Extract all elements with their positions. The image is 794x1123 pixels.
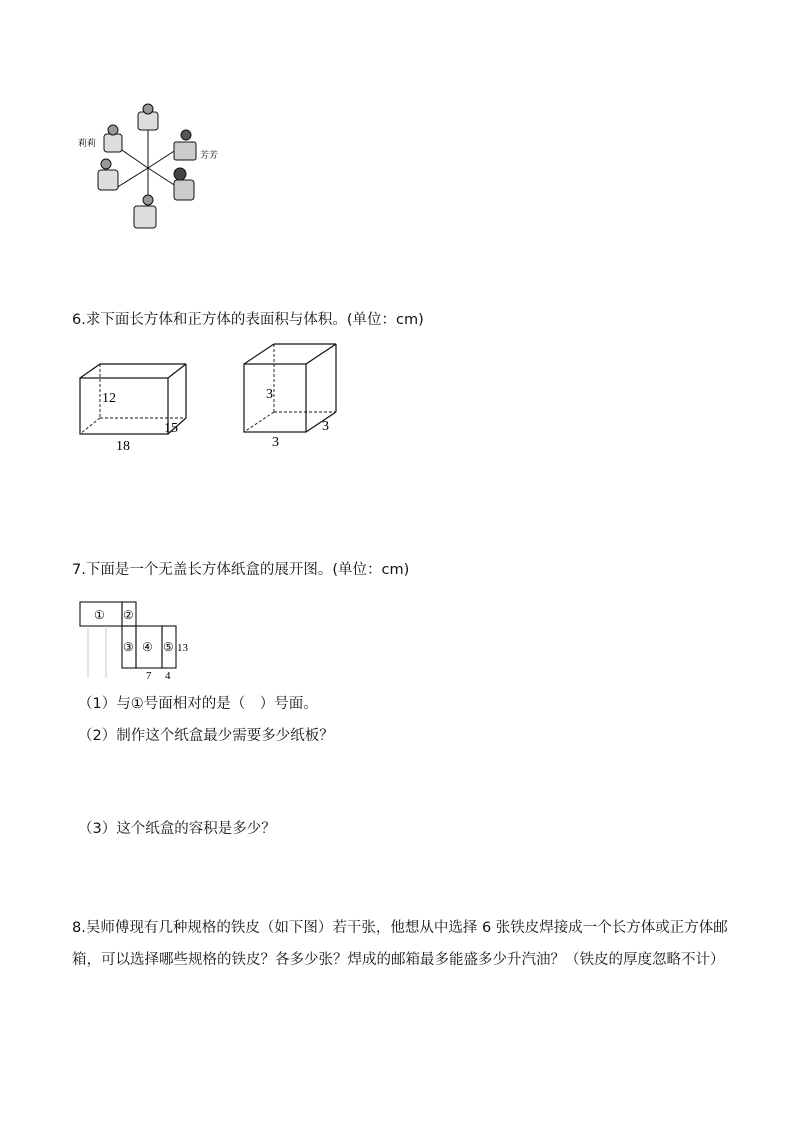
net-face-2: ② [123, 608, 134, 622]
cuboid-figure [74, 356, 194, 456]
net-dim-b: 4 [165, 670, 171, 682]
cube-edge-bottom: 3 [272, 435, 279, 450]
person-lower-right [174, 168, 194, 200]
cube-edge-depth: 3 [322, 419, 329, 434]
q7-sub2: （2）制作这个纸盒最少需要多少纸板？ [78, 728, 334, 744]
cube-figure [238, 340, 348, 452]
q8-text: 8.吴师傅现有几种规格的铁皮（如下图）若干张，他想从中选择 6 张铁皮焊接成一个长方体或正方体邮箱，可以选择哪些规格的铁皮？各多少张？焊成的邮箱最多能盛多少升汽油？（铁皮的厚度忽略不计） [72, 920, 728, 968]
label-lili: 莉莉 [78, 138, 97, 148]
box-net-figure [78, 598, 198, 682]
cuboid-length: 18 [116, 439, 130, 454]
q7-sub1: （1）与①号面相对的是（ ）号面。 [78, 696, 318, 712]
q7-sub3: （3）这个纸盒的容积是多少？ [78, 821, 276, 837]
net-face-4: ④ [142, 640, 153, 654]
person-top [138, 104, 158, 130]
net-face-3: ③ [123, 640, 134, 654]
seating-figure [76, 100, 256, 232]
net-face-5: ⑤ [163, 640, 174, 654]
cuboid-height: 12 [102, 391, 116, 406]
net-dim-height: 13 [177, 642, 188, 654]
cube-edge-height: 3 [266, 387, 273, 402]
net-dim-a: 7 [146, 670, 152, 682]
q7-text: 7.下面是一个无盖长方体纸盒的展开图。(单位：cm) [72, 562, 410, 578]
person-fangfang [174, 130, 196, 160]
cuboid-width: 15 [164, 421, 178, 436]
person-bottom [134, 195, 156, 228]
net-face-1: ① [94, 608, 105, 622]
label-fangfang: 芳芳 [200, 150, 219, 160]
q6-text: 6.求下面长方体和正方体的表面积与体积。(单位：cm) [72, 312, 424, 328]
person-lower-left [98, 159, 118, 190]
person-lili [104, 125, 122, 152]
